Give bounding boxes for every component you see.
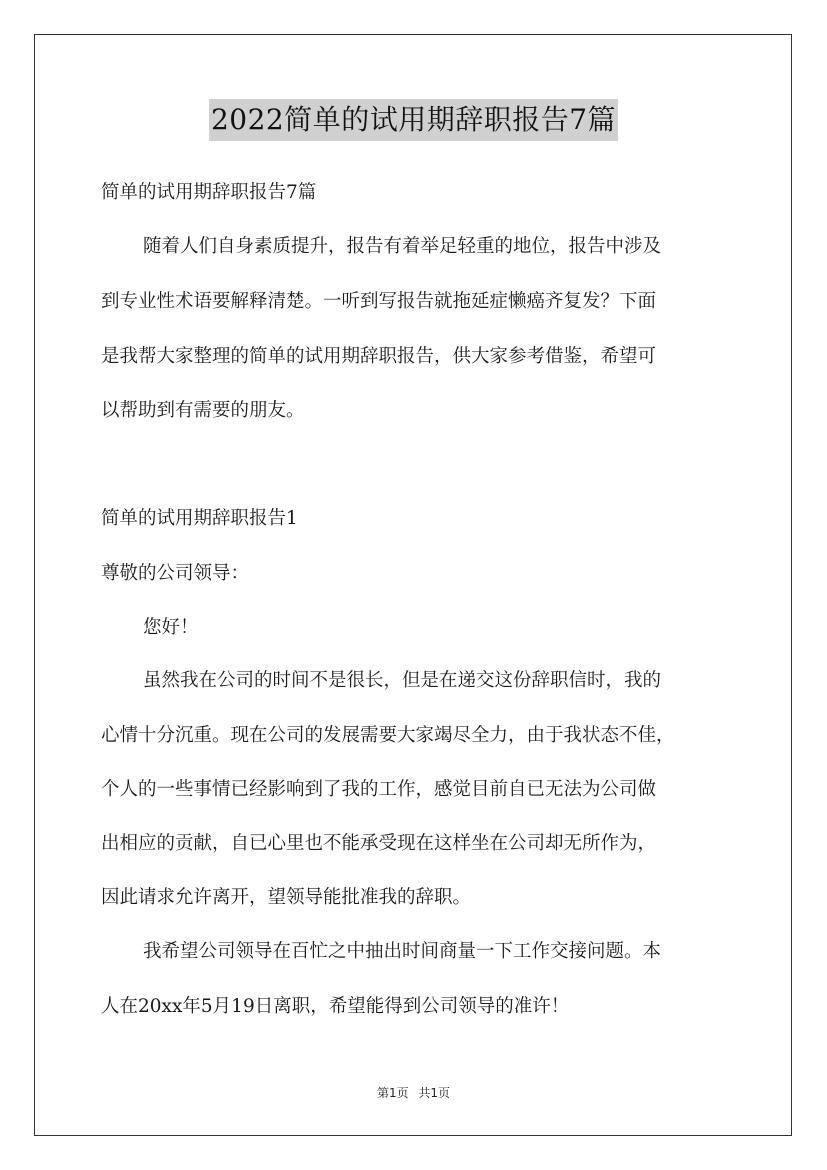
- greeting: 您好！: [143, 617, 199, 638]
- salutation: 尊敬的公司领导：: [101, 563, 250, 584]
- intro-line-1: 随着人们自身素质提升，报告有着举足轻重的地位，报告中涉及: [143, 236, 662, 257]
- paragraph1-line-5: 因此请求允许离开，望领导能批准我的辞职。: [101, 887, 472, 908]
- paragraph1-line-2: 心情十分沉重。现在公司的发展需要大家竭尽全力，由于我状态不佳，: [101, 725, 675, 746]
- paragraph2-line-1: 我希望公司领导在百忙之中抽出时间商量一下工作交接问题。本: [143, 941, 662, 962]
- paragraph1-line-4: 出相应的贡献，自已心里也不能承受现在这样坐在公司却无所作为，: [101, 833, 657, 854]
- title-container: [0, 99, 827, 141]
- section-heading: 简单的试用期辞职报告1: [101, 508, 298, 529]
- intro-line-3: 是我帮大家整理的简单的试用期辞职报告，供大家参考借鉴，希望可: [101, 346, 657, 367]
- intro-line-2: 到专业性术语要解释清楚。一听到写报告就拖延症懒癌齐复发？下面: [101, 291, 657, 312]
- page-total: 共1页: [418, 1086, 451, 1100]
- document-subtitle: 简单的试用期辞职报告7篇: [101, 182, 317, 203]
- paragraph2-line-2: 人在20xx年5月19日离职，希望能得到公司领导的准许！: [101, 996, 570, 1017]
- page-number: 第1页: [376, 1086, 409, 1100]
- page-footer: [0, 1084, 827, 1101]
- intro-line-4: 以帮助到有需要的朋友。: [101, 400, 305, 421]
- paragraph1-line-3: 个人的一些事情已经影响到了我的工作，感觉目前自已无法为公司做: [101, 779, 657, 800]
- paragraph1-line-1: 虽然我在公司的时间不是很长，但是在递交这份辞职信时，我的: [143, 670, 662, 691]
- document-title: 2022简单的试用期辞职报告7篇: [209, 99, 618, 141]
